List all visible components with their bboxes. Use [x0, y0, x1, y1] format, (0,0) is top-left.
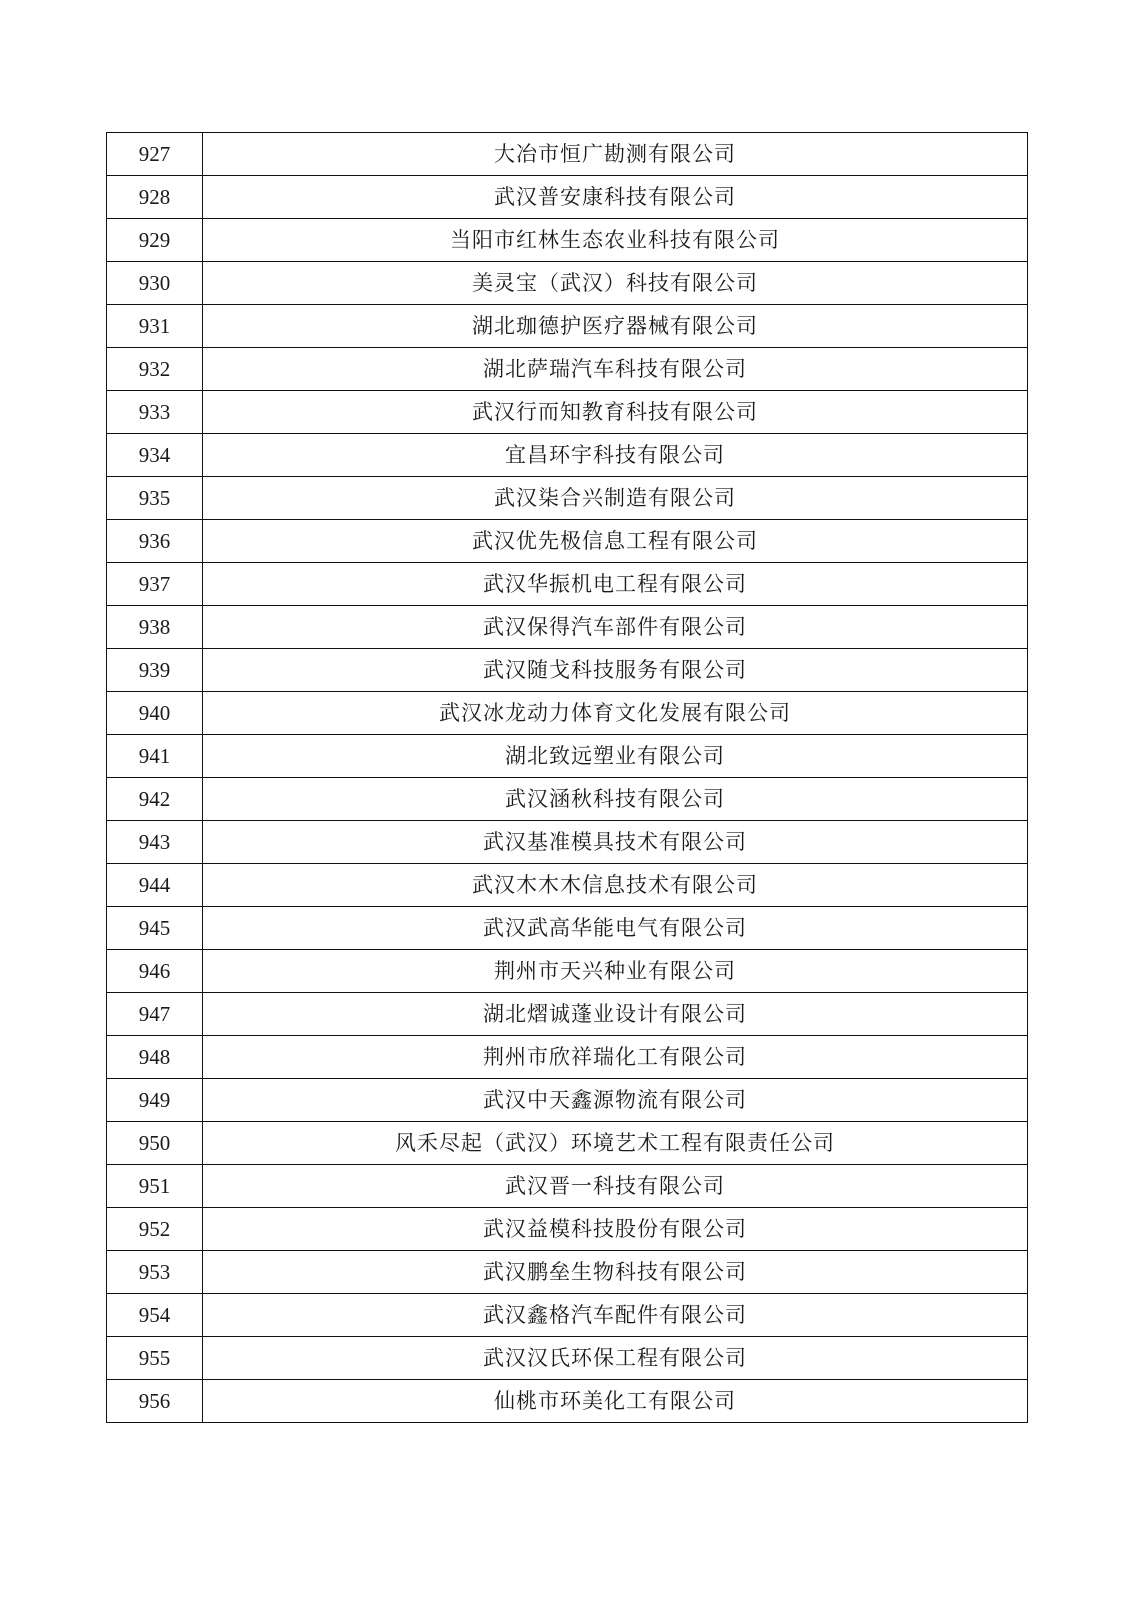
table-row	[107, 778, 1028, 821]
row-number: 931	[107, 305, 203, 348]
table-row	[107, 563, 1028, 606]
row-number: 951	[107, 1165, 203, 1208]
company-name: 仙桃市环美化工有限公司	[203, 1380, 1028, 1423]
row-number: 947	[107, 993, 203, 1036]
table-row	[107, 993, 1028, 1036]
company-name: 武汉随戈科技服务有限公司	[203, 649, 1028, 692]
row-number: 949	[107, 1079, 203, 1122]
table-row	[107, 133, 1028, 176]
row-number: 929	[107, 219, 203, 262]
row-number: 942	[107, 778, 203, 821]
company-name: 武汉鹏垒生物科技有限公司	[203, 1251, 1028, 1294]
row-number: 937	[107, 563, 203, 606]
table-row	[107, 1165, 1028, 1208]
row-number: 953	[107, 1251, 203, 1294]
row-number: 954	[107, 1294, 203, 1337]
company-name: 湖北致远塑业有限公司	[203, 735, 1028, 778]
row-number: 950	[107, 1122, 203, 1165]
row-number: 946	[107, 950, 203, 993]
company-name: 武汉柒合兴制造有限公司	[203, 477, 1028, 520]
row-number: 940	[107, 692, 203, 735]
company-name: 武汉优先极信息工程有限公司	[203, 520, 1028, 563]
company-name: 宜昌环宇科技有限公司	[203, 434, 1028, 477]
row-number: 938	[107, 606, 203, 649]
table-row	[107, 305, 1028, 348]
company-name: 大冶市恒广勘测有限公司	[203, 133, 1028, 176]
table-row	[107, 1337, 1028, 1380]
table-row	[107, 649, 1028, 692]
company-name: 武汉武高华能电气有限公司	[203, 907, 1028, 950]
row-number: 952	[107, 1208, 203, 1251]
table-row	[107, 219, 1028, 262]
row-number: 936	[107, 520, 203, 563]
company-name: 湖北熠诚蓬业设计有限公司	[203, 993, 1028, 1036]
table-row	[107, 1380, 1028, 1423]
row-number: 948	[107, 1036, 203, 1079]
table-row	[107, 1208, 1028, 1251]
table-row	[107, 348, 1028, 391]
row-number: 943	[107, 821, 203, 864]
company-name: 武汉保得汽车部件有限公司	[203, 606, 1028, 649]
table-row	[107, 1079, 1028, 1122]
table-row	[107, 821, 1028, 864]
row-number: 944	[107, 864, 203, 907]
company-name: 武汉晋一科技有限公司	[203, 1165, 1028, 1208]
row-number: 956	[107, 1380, 203, 1423]
table-row	[107, 606, 1028, 649]
table-row	[107, 1122, 1028, 1165]
company-name: 武汉涵秋科技有限公司	[203, 778, 1028, 821]
table-row	[107, 692, 1028, 735]
row-number: 935	[107, 477, 203, 520]
table-row	[107, 950, 1028, 993]
company-name: 武汉基准模具技术有限公司	[203, 821, 1028, 864]
company-name: 当阳市红林生态农业科技有限公司	[203, 219, 1028, 262]
company-name: 武汉普安康科技有限公司	[203, 176, 1028, 219]
company-name: 武汉行而知教育科技有限公司	[203, 391, 1028, 434]
table-row	[107, 477, 1028, 520]
company-name: 武汉鑫格汽车配件有限公司	[203, 1294, 1028, 1337]
table-row	[107, 520, 1028, 563]
table-row	[107, 1294, 1028, 1337]
table-row	[107, 864, 1028, 907]
table-body	[107, 133, 1028, 1423]
table-row	[107, 391, 1028, 434]
table-row	[107, 434, 1028, 477]
row-number: 939	[107, 649, 203, 692]
row-number: 927	[107, 133, 203, 176]
company-name: 武汉益模科技股份有限公司	[203, 1208, 1028, 1251]
row-number: 934	[107, 434, 203, 477]
row-number: 941	[107, 735, 203, 778]
company-name: 荆州市天兴种业有限公司	[203, 950, 1028, 993]
company-name: 湖北萨瑞汽车科技有限公司	[203, 348, 1028, 391]
table-row	[107, 176, 1028, 219]
row-number: 928	[107, 176, 203, 219]
company-name: 武汉汉氏环保工程有限公司	[203, 1337, 1028, 1380]
table-row	[107, 1036, 1028, 1079]
company-name: 武汉冰龙动力体育文化发展有限公司	[203, 692, 1028, 735]
row-number: 933	[107, 391, 203, 434]
row-number: 932	[107, 348, 203, 391]
company-name: 湖北珈德护医疗器械有限公司	[203, 305, 1028, 348]
company-name: 武汉中天鑫源物流有限公司	[203, 1079, 1028, 1122]
company-name: 风禾尽起（武汉）环境艺术工程有限责任公司	[203, 1122, 1028, 1165]
table-row	[107, 907, 1028, 950]
company-name: 荆州市欣祥瑞化工有限公司	[203, 1036, 1028, 1079]
company-name: 武汉木木木信息技术有限公司	[203, 864, 1028, 907]
table-row	[107, 735, 1028, 778]
row-number: 955	[107, 1337, 203, 1380]
row-number: 930	[107, 262, 203, 305]
company-list-table	[106, 132, 1028, 1423]
table-row	[107, 1251, 1028, 1294]
row-number: 945	[107, 907, 203, 950]
table-row	[107, 262, 1028, 305]
company-name: 美灵宝（武汉）科技有限公司	[203, 262, 1028, 305]
company-name: 武汉华振机电工程有限公司	[203, 563, 1028, 606]
